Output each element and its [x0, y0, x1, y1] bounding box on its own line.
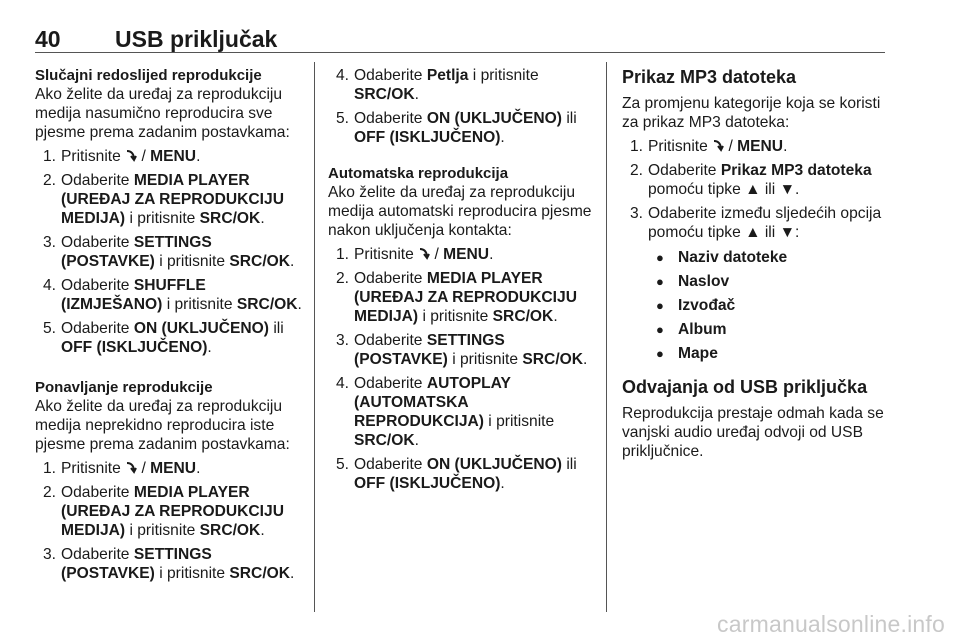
list-item: ● Album	[622, 320, 892, 339]
step-item: 2. Odaberite Prikaz MP3 datoteka pomoću tipke ▲ ili ▼.	[629, 162, 872, 198]
step-item: 1. Pritisnite / MENU.	[42, 148, 201, 165]
section-title-shuffle: Slučajni redoslijed reprodukcije	[35, 67, 262, 84]
back-icon	[125, 461, 137, 474]
list-item: ● Naziv datoteke	[622, 248, 892, 267]
heading-mp3-display: Prikaz MP3 datoteka	[622, 67, 797, 87]
step-item: 4. Odaberite SHUFFLE (IZMJEŠANO) i pritisnite SRC/OK.	[42, 277, 302, 313]
step-item: 3. Odaberite SETTINGS (POSTAVKE) i pritisnite SRC/OK.	[42, 234, 295, 270]
step-item: 2. Odaberite MEDIA PLAYER (UREĐAJ ZA REPRODUKCIJU MEDIJA) i pritisnite SRC/OK.	[335, 270, 577, 325]
steps-list	[328, 66, 596, 147]
section-intro: Za promjenu kategorije koja se koristi za prikaz MP3 datoteka:	[622, 95, 881, 131]
section-intro: Ako želite da uređaj za reprodukciju medija automatski reproducira pjesme nakon uključenja kontakta:	[328, 184, 592, 239]
steps-list	[35, 459, 305, 583]
steps-list	[35, 147, 305, 357]
back-icon	[418, 247, 430, 260]
step-item: 5. Odaberite ON (UKLJUČENO) ili OFF (ISKLJUČENO).	[335, 456, 577, 492]
page-header	[35, 22, 885, 53]
column-3	[622, 66, 892, 461]
list-item: ● Izvođač	[622, 296, 892, 315]
column-divider	[314, 62, 315, 612]
column-2	[328, 66, 596, 498]
column-divider	[606, 62, 607, 612]
step-item: 2. Odaberite MEDIA PLAYER (UREĐAJ ZA REPRODUKCIJU MEDIJA) i pritisnite SRC/OK.	[42, 484, 284, 539]
step-item: 3. Odaberite SETTINGS (POSTAVKE) i pritisnite SRC/OK.	[335, 332, 588, 368]
column-1	[35, 66, 305, 588]
options-list	[622, 248, 892, 363]
list-item: ● Naslov	[622, 272, 892, 291]
step-item: 1. Pritisnite / MENU.	[335, 246, 494, 263]
step-item: 1. Pritisnite / MENU.	[42, 460, 201, 477]
step-item: 4. Odaberite Petlja i pritisnite SRC/OK.	[335, 67, 539, 103]
page-number: 40	[35, 26, 61, 52]
step-item: 5. Odaberite ON (UKLJUČENO) ili OFF (ISKLJUČENO).	[42, 320, 284, 356]
step-item: 3. Odaberite SETTINGS (POSTAVKE) i pritisnite SRC/OK.	[42, 546, 295, 582]
page-title: USB priključak	[115, 26, 278, 52]
list-item: ● Mape	[622, 344, 892, 363]
section-text: Reprodukcija prestaje odmah kada se vanjski audio uređaj odvoji od USB priključnice.	[622, 405, 884, 460]
section-title-autoplay: Automatska reprodukcija	[328, 165, 509, 182]
step-item: 5. Odaberite ON (UKLJUČENO) ili OFF (ISKLJUČENO).	[335, 110, 577, 146]
back-icon	[712, 139, 724, 152]
watermark: carmanualsonline.info	[717, 611, 945, 637]
step-item: 1. Pritisnite / MENU.	[629, 138, 788, 155]
section-title-repeat: Ponavljanje reprodukcije	[35, 379, 213, 396]
back-icon	[125, 149, 137, 162]
step-item: 3. Odaberite između sljedećih opcija pomoću tipke ▲ ili ▼:	[629, 205, 882, 241]
step-item: 4. Odaberite AUTOPLAY (AUTOMATSKA REPRODUKCIJA) i pritisnite SRC/OK.	[335, 375, 555, 449]
steps-list	[622, 137, 892, 242]
step-item: 2. Odaberite MEDIA PLAYER (UREĐAJ ZA REPRODUKCIJU MEDIJA) i pritisnite SRC/OK.	[42, 172, 284, 227]
section-intro: Ako želite da uređaj za reprodukciju medija nasumično reproducira sve pjesme prema zadanim postavkama:	[35, 86, 290, 141]
steps-list	[328, 245, 596, 493]
heading-usb-disconnect: Odvajanja od USB priključka	[622, 377, 868, 397]
section-intro: Ako želite da uređaj za reprodukciju medija neprekidno reproducira iste pjesme prema zadanim postavkama:	[35, 398, 290, 453]
